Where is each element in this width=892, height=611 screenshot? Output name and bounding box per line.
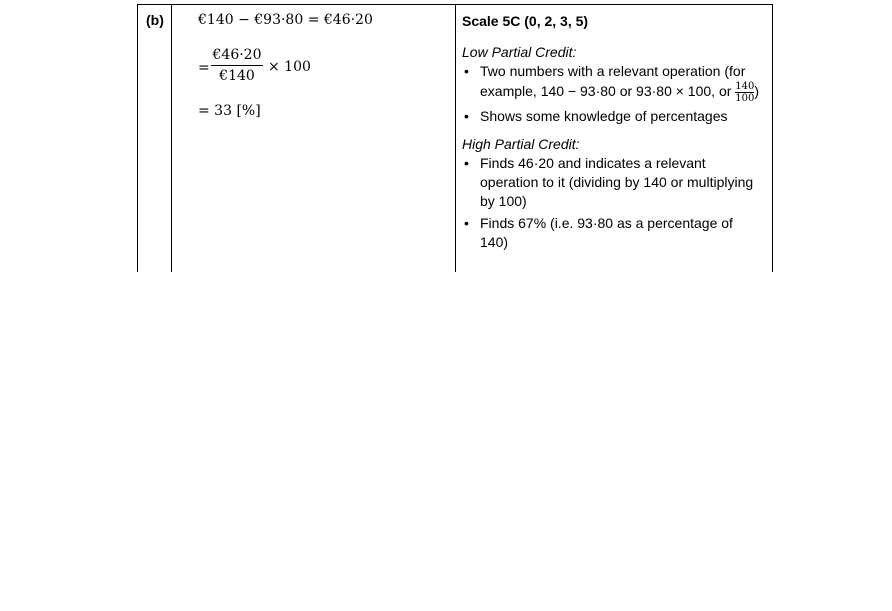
table-divider-label — [171, 5, 172, 272]
part-label: (b) — [146, 12, 164, 28]
high-item-2-text: Finds 67% (i.e. 93·80 as a percentage of 140) — [480, 215, 733, 250]
working-fraction — [211, 47, 263, 84]
low-item-2-text: Shows some knowledge of percentages — [480, 108, 728, 124]
fraction-numerator: €46·20 — [212, 47, 262, 63]
list-item — [462, 154, 762, 211]
high-partial-credit-list — [462, 154, 762, 252]
fraction-bar — [211, 65, 263, 66]
scale-title: Scale 5C (0, 2, 3, 5) — [462, 13, 589, 29]
fraction-denominator: €140 — [219, 68, 255, 84]
high-item-1-text: Finds 46·20 and indicates a relevant operation to it (dividing by 140 or multiplying by 100) — [480, 155, 754, 209]
mini-fraction-denominator: 100 — [735, 93, 755, 104]
list-item — [462, 107, 762, 126]
working-equals-sign: = — [198, 60, 210, 76]
low-item-1-fraction — [735, 81, 754, 104]
low-item-1-text: Two numbers with a relevant operation (for example, 140 − 93·80 or 93·80 × 100, or — [480, 63, 746, 100]
working-result: = 33 [%] — [198, 103, 261, 119]
table-divider-working — [455, 5, 456, 272]
list-item — [462, 214, 762, 252]
low-partial-credit-list — [462, 62, 762, 126]
low-item-1-close: ) — [754, 83, 760, 100]
list-item — [462, 62, 762, 104]
working-line-1: €140 − €93·80 = €46·20 — [198, 12, 373, 28]
table-border-right — [772, 5, 773, 272]
low-partial-credit-title: Low Partial Credit: — [462, 44, 577, 60]
mini-fraction-numerator: 140 — [735, 81, 755, 92]
high-partial-credit-title: High Partial Credit: — [462, 136, 580, 152]
working-times-100: × 100 — [268, 59, 311, 75]
marking-criteria — [462, 12, 762, 261]
marking-scheme-table — [137, 4, 773, 272]
table-border-left — [137, 5, 138, 272]
